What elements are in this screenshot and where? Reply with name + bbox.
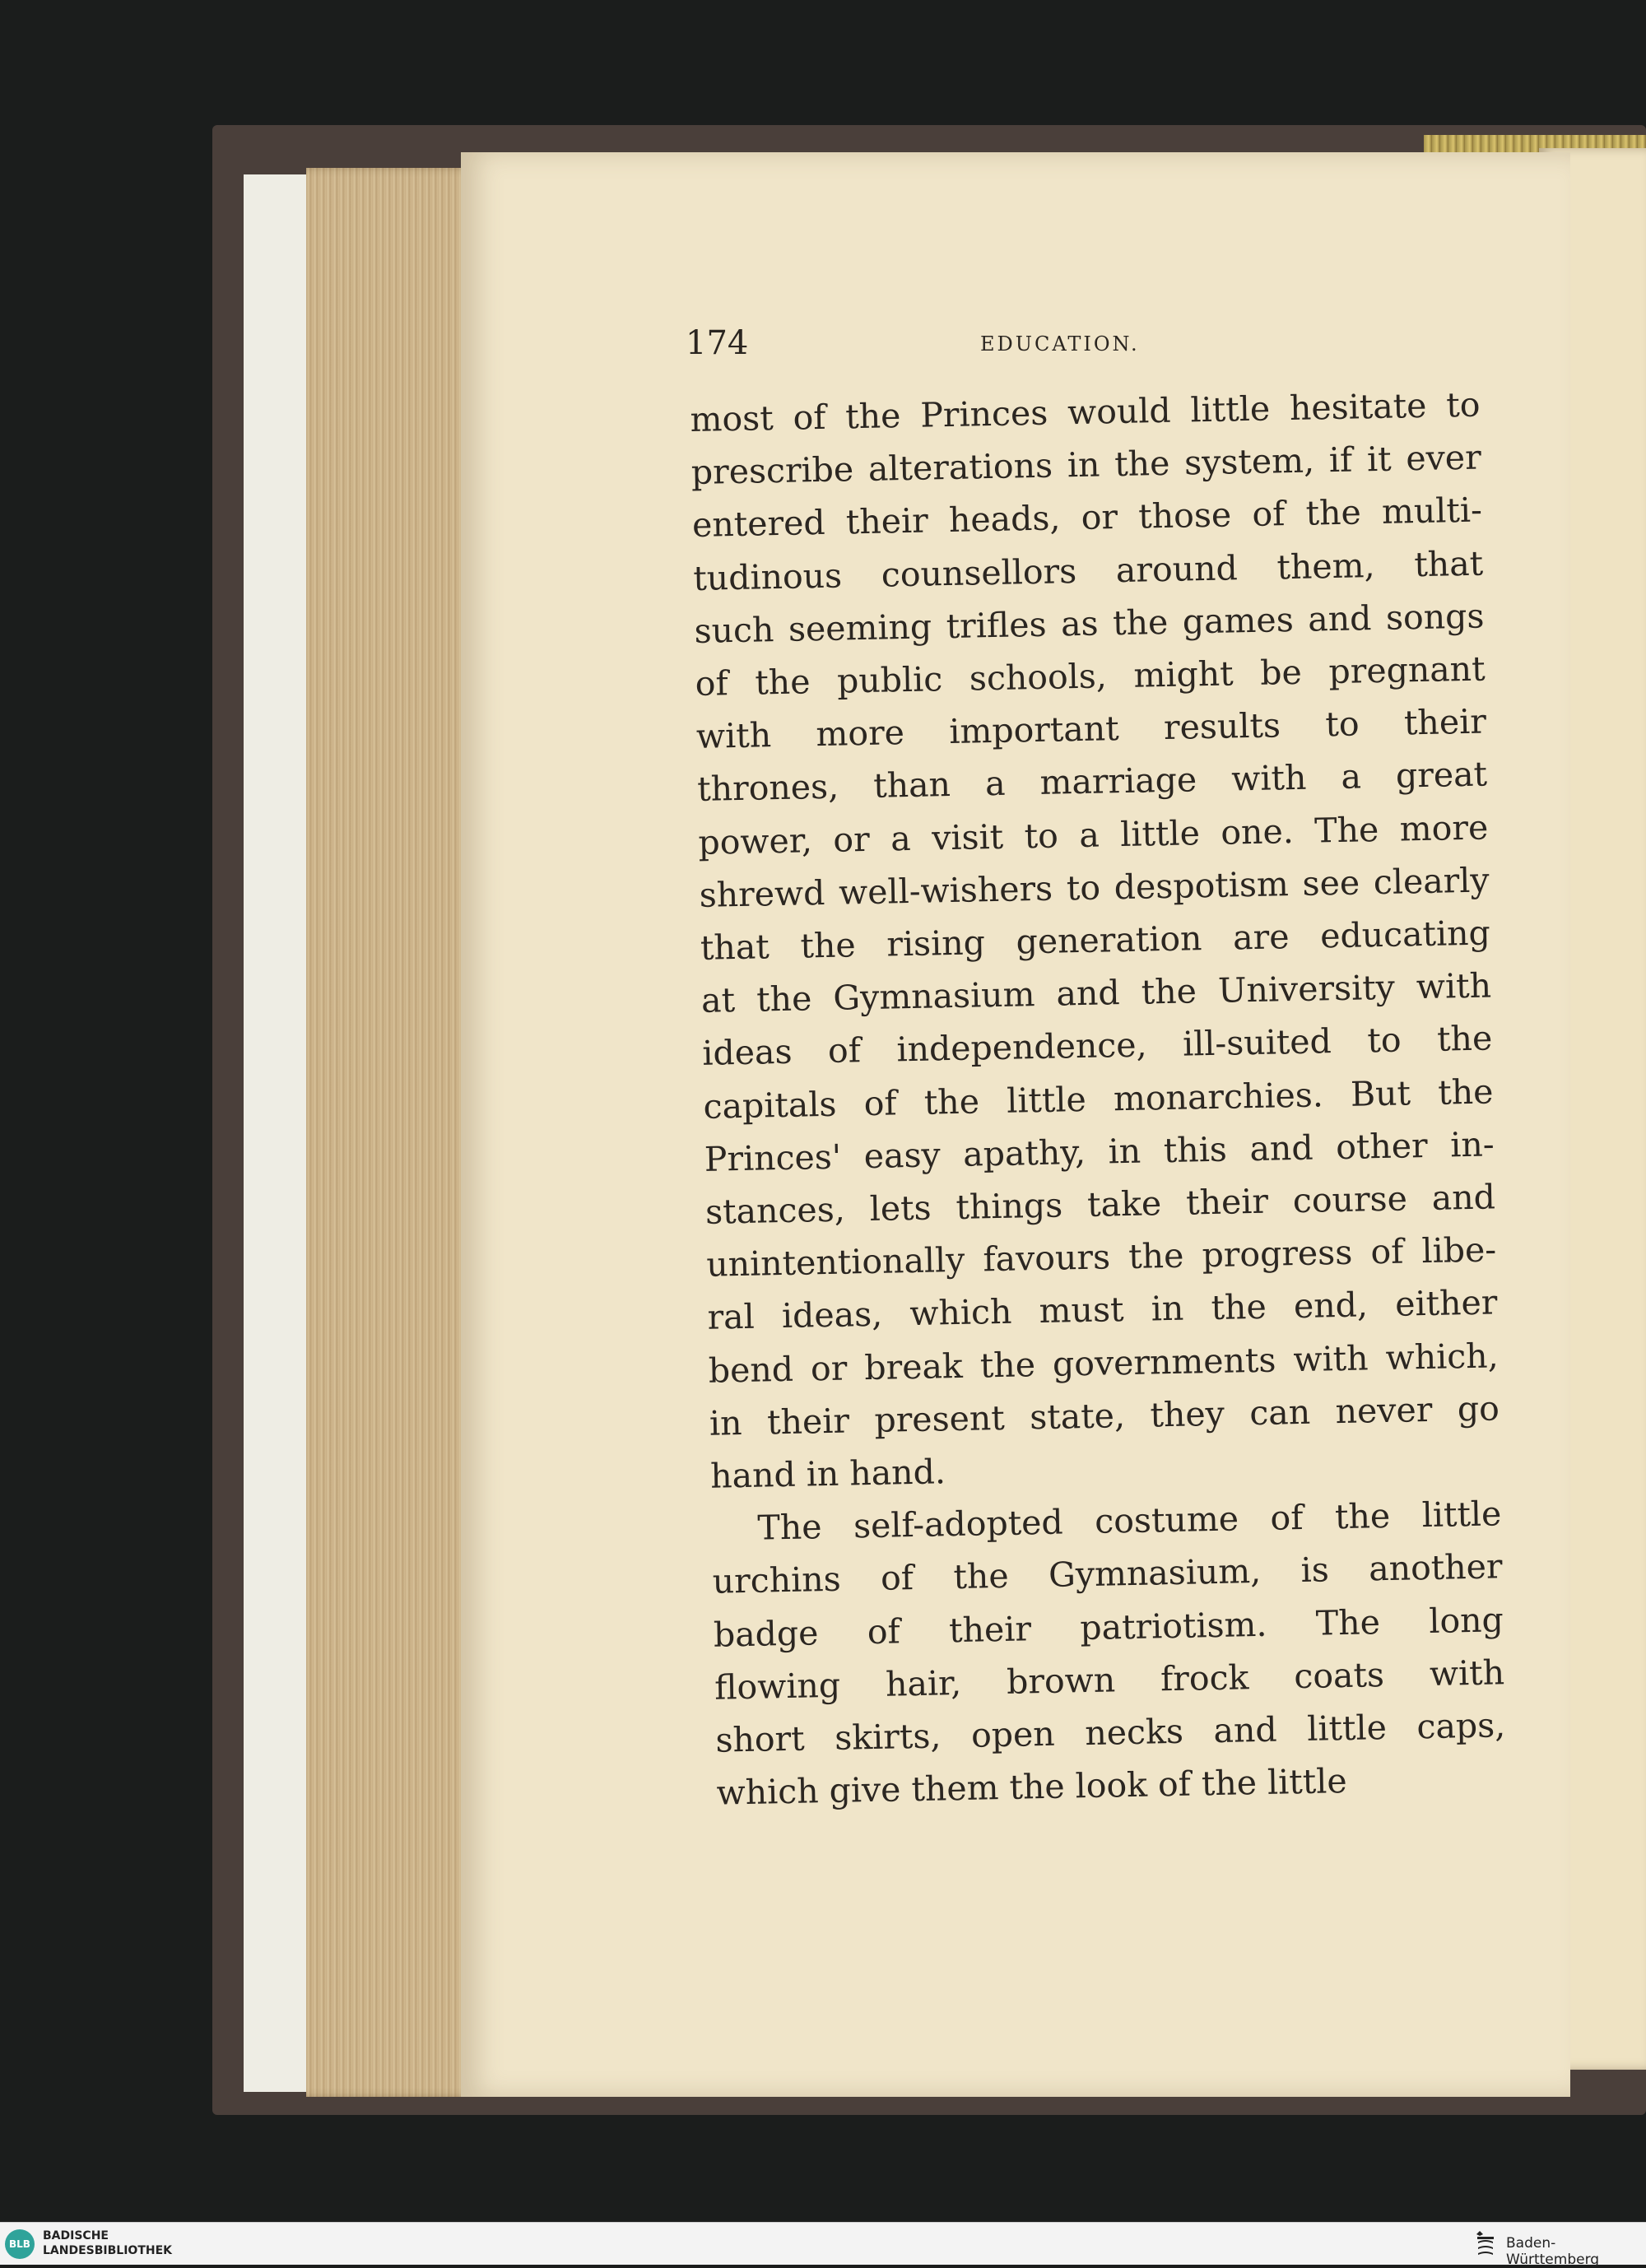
text-line: badge of their patriotism. The long xyxy=(713,1599,1504,1655)
text-line: prescribe alterations in the system, if it ever xyxy=(690,437,1482,493)
text-line: capitals of the little monarchies. But the xyxy=(703,1071,1494,1127)
baden-wuerttemberg-emblem-icon xyxy=(1473,2229,1498,2259)
text-line: Princes' easy apathy, in this and other in- xyxy=(704,1124,1495,1179)
text-line: entered their heads, or those of the multi- xyxy=(691,490,1483,546)
text-line: at the Gymnasium and the University with xyxy=(700,965,1492,1021)
library-name[interactable] xyxy=(43,2228,172,2258)
text-line: that the rising generation are educating xyxy=(700,913,1491,968)
text-line: of the public schools, might be pregnant xyxy=(695,648,1486,704)
text-line: unintentionally favours the progress of libe- xyxy=(705,1229,1497,1285)
text-line: which give them the look of the little xyxy=(716,1761,1348,1813)
blb-logo-icon[interactable]: BLB xyxy=(5,2229,35,2259)
text-line: hand in hand. xyxy=(709,1452,946,1496)
text-line: in their present state, they can never go xyxy=(709,1388,1500,1443)
text-line: shrewd well-wishers to despotism see clearly xyxy=(699,860,1490,915)
text-line: stances, lets things take their course and xyxy=(704,1177,1496,1232)
text-line: urchins of the Gymnasium, is another xyxy=(712,1546,1503,1602)
text-line: ral ideas, which must in the end, either xyxy=(707,1282,1498,1338)
text-line: with more important results to their xyxy=(695,701,1487,757)
footer-bar xyxy=(0,2222,1646,2268)
library-name-line1: BADISCHE xyxy=(43,2229,109,2242)
text-line: thrones, than a marriage with a great xyxy=(696,754,1488,810)
page-edges xyxy=(306,168,477,2097)
text-line: short skirts, open necks and little caps, xyxy=(714,1705,1506,1760)
text-line: such seeming trifles as the games and songs xyxy=(694,596,1485,651)
page-header xyxy=(686,323,1179,364)
text-line: power, or a visit to a little one. The more xyxy=(698,807,1489,862)
running-head: EDUCATION. xyxy=(980,332,1140,356)
body-text xyxy=(690,379,1507,1820)
library-name-line2: LANDESBIBLIOTHEK xyxy=(43,2244,173,2257)
text-line: most of the Princes would little hesitate to xyxy=(690,384,1481,439)
text-line: bend or break the governments with which, xyxy=(708,1336,1500,1391)
page-number: 174 xyxy=(686,324,749,362)
text-line: ideas of independence, ill-suited to the xyxy=(701,1018,1493,1074)
text-line: The self-adopted costume of the little xyxy=(757,1494,1502,1548)
text-line: tudinous counsellors around them, that xyxy=(692,543,1484,598)
state-name[interactable]: Baden-Württemberg xyxy=(1506,2235,1600,2268)
text-line: flowing hair, brown frock coats with xyxy=(714,1652,1505,1708)
